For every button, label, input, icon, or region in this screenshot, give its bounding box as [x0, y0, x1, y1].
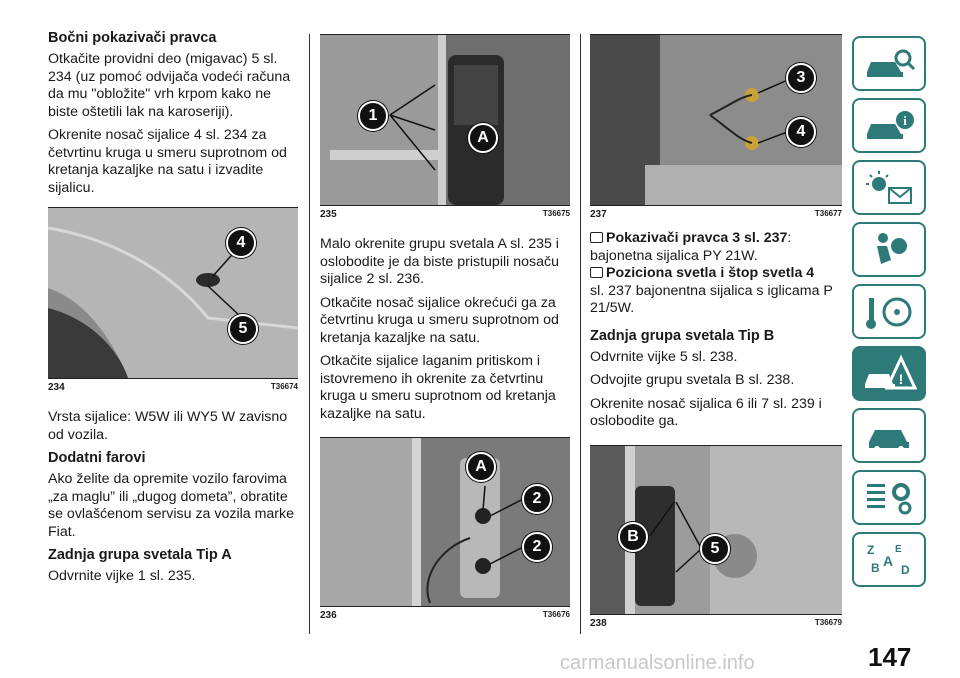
callout-2: 2	[522, 532, 552, 562]
callout-4: 4	[786, 117, 816, 147]
tools-list-icon	[861, 478, 917, 518]
figure-234	[48, 207, 298, 379]
figure-caption	[320, 607, 570, 623]
figure-234-image	[48, 208, 298, 378]
figure-caption	[590, 615, 842, 631]
bullet-icon	[590, 267, 603, 278]
column-3	[590, 34, 842, 631]
tab-maintenance[interactable]	[852, 408, 926, 463]
tab-technical-data[interactable]	[852, 470, 926, 525]
heading-rear-lights-type-b: Zadnja grupa svetala Tip B	[590, 327, 775, 344]
svg-text:!: !	[898, 370, 904, 387]
paragraph: Odvrnite vijke 5 sl. 238.	[590, 348, 738, 365]
figure-236-image	[320, 438, 570, 606]
figure-code: T36677	[814, 209, 842, 218]
bullet-colon: :	[787, 230, 792, 246]
svg-text:D: D	[901, 562, 910, 577]
svg-text:i: i	[903, 112, 907, 128]
figure-caption	[48, 379, 298, 395]
callout-a: A	[468, 123, 498, 153]
airbag-icon	[861, 230, 917, 270]
bullet-title: Pokazivači pravca 3 sl. 237	[606, 230, 788, 246]
heading-extra-lights: Dodatni farovi	[48, 450, 146, 466]
figure-code: T36675	[542, 209, 570, 218]
tab-starting-driving[interactable]	[852, 284, 926, 339]
steering-key-icon	[861, 292, 917, 332]
figure-caption	[590, 206, 842, 222]
bullet-turn-signals	[590, 230, 842, 265]
figure-number: 237	[590, 209, 607, 220]
paragraph: Odvojite grupu svetala B sl. 238.	[590, 372, 795, 388]
figure-code: T36676	[542, 610, 570, 619]
car-warning-icon	[861, 354, 917, 394]
callout-a: A	[466, 452, 496, 482]
paragraph: Vrsta sijalice: W5W ili WY5 W zavisno od vozila.	[48, 409, 288, 443]
callout-3: 3	[786, 63, 816, 93]
column-2	[320, 34, 570, 623]
tab-index[interactable]	[852, 532, 926, 587]
figure-number: 234	[48, 382, 65, 393]
tab-car-info[interactable]	[852, 98, 926, 153]
paragraph: Okrenite nosač sijalica 6 ili 7 sl. 239 i oslobodite ga.	[590, 395, 822, 429]
bullet-text: bajonetna sijalica PY 21W.	[590, 247, 758, 264]
figure-number: 236	[320, 610, 337, 621]
bullet-icon	[590, 232, 603, 243]
heading-rear-lights-type-a: Zadnja grupa svetala Tip A	[48, 547, 232, 563]
bullet-text: sl. 237 bajonentna sijalica s iglicama P 21/5W.	[590, 282, 833, 316]
figure-236	[320, 437, 570, 607]
tab-emergency[interactable]	[852, 346, 926, 401]
callout-1: 1	[358, 101, 388, 131]
chapter-sidebar	[852, 36, 926, 594]
paragraph: Odvrnite vijke 1 sl. 235.	[48, 568, 196, 584]
figure-caption	[320, 206, 570, 222]
callout-b: B	[618, 522, 648, 552]
paragraph: Otkačite sijalice laganim pritiskom i istovremeno ih okrenite za četvrtinu kruga u smeru suprotnom od kretanja kazaljke na satu.	[320, 353, 556, 422]
tab-car-search[interactable]	[852, 36, 926, 91]
heading-side-indicators: Bočni pokazivači pravca	[48, 30, 217, 46]
column-divider-2	[580, 34, 581, 634]
figure-237	[590, 34, 842, 206]
car-icon	[861, 416, 917, 456]
column-1	[48, 30, 298, 592]
callout-5: 5	[228, 314, 258, 344]
paragraph: Okrenite nosač sijalice 4 sl. 234 za četvrtinu kruga u smeru suprotnom od kretanja kazaljke na satu i izvadite sijalicu.	[48, 127, 287, 196]
watermark: carmanualsonline.info	[560, 652, 755, 674]
alphabet-index-icon	[861, 540, 917, 580]
tab-safety[interactable]	[852, 222, 926, 277]
tab-lights-messages[interactable]	[852, 160, 926, 215]
svg-text:E: E	[895, 543, 902, 555]
paragraph: Ako želite da opremite vozilo farovima „za maglu” ili „dugog dometa”, obratite se ovlašćenom servisu za vozila marke Fiat.	[48, 471, 295, 540]
paragraph: Malo okrenite grupu svetala A sl. 235 i oslobodite je da biste pristupili nosaču sijalice 2 sl. 236.	[320, 236, 559, 287]
figure-code: T36679	[814, 617, 842, 627]
paragraph: Otkačite nosač sijalice okrećući ga za četvrtinu kruga u smeru suprotnom od kretanja kazaljke na satu.	[320, 294, 559, 346]
svg-text:A: A	[883, 552, 894, 569]
figure-code: T36674	[270, 382, 298, 391]
car-info-icon	[861, 106, 917, 146]
bullet-position-lights	[590, 265, 842, 318]
figure-235-image	[320, 35, 570, 205]
svg-text:Z: Z	[867, 542, 875, 557]
figure-235	[320, 34, 570, 206]
bullet-title: Poziciona svetla i štop svetla 4	[606, 265, 815, 281]
callout-2: 2	[522, 484, 552, 514]
svg-text:B: B	[871, 560, 880, 575]
column-divider-1	[309, 34, 310, 634]
page-number: 147	[868, 642, 912, 672]
callout-4: 4	[226, 228, 256, 258]
figure-number: 235	[320, 209, 337, 220]
paragraph: Otkačite providni deo (migavac) 5 sl. 234 (uz pomoć odvijača vodeći računa da mu "obložite" vrh krpom kako ne biste oštetili lak na karoseriji).	[48, 51, 291, 120]
figure-number: 238	[590, 617, 607, 629]
car-search-icon	[861, 44, 917, 84]
callout-5: 5	[700, 534, 730, 564]
light-mail-icon	[861, 168, 917, 208]
figure-238	[590, 445, 842, 615]
